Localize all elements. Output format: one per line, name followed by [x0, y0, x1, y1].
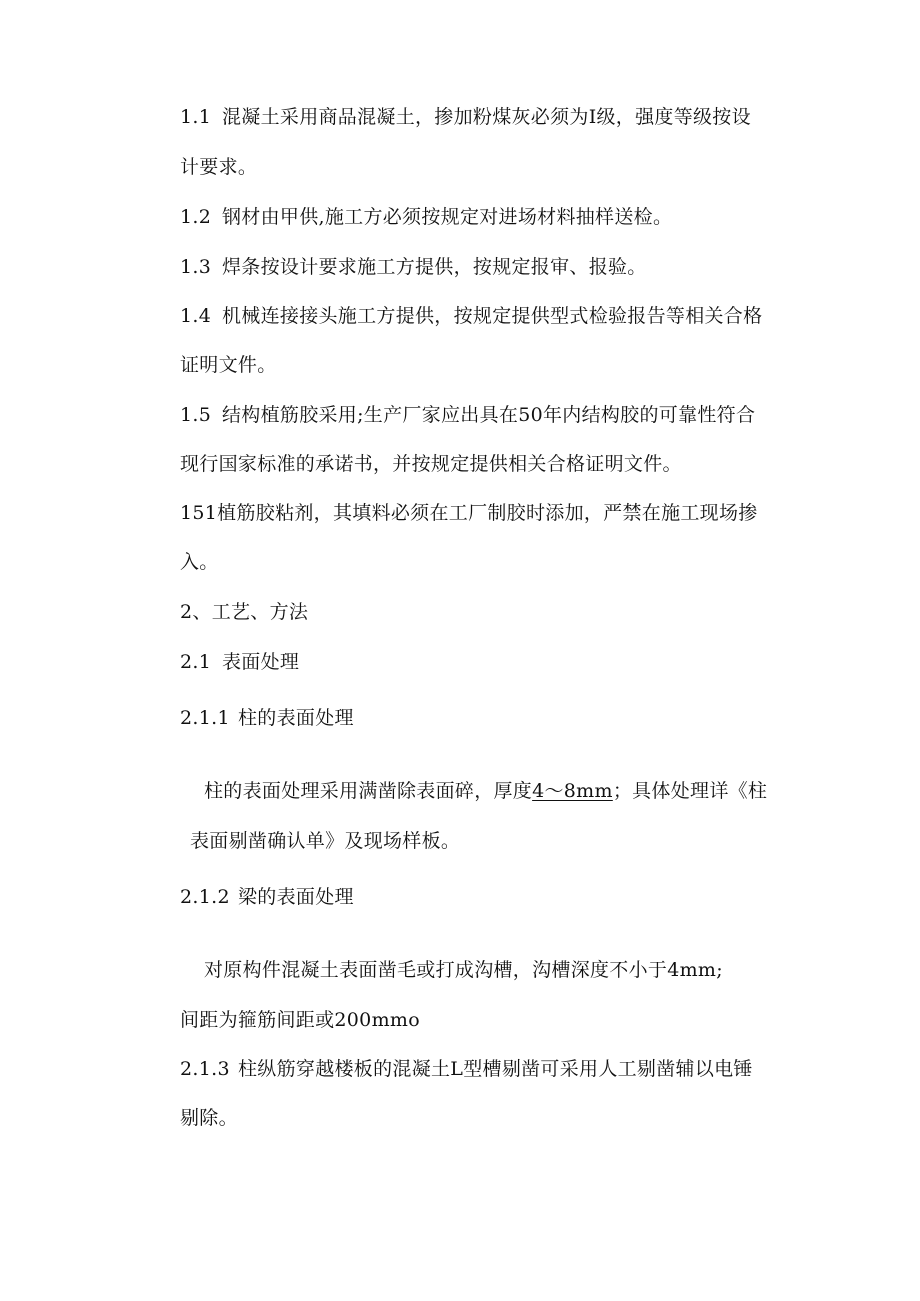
column-treatment-line-2: [190, 829, 460, 853]
clause-2-1-3-line-2: [180, 1106, 238, 1130]
clause-number: 2.1.3: [180, 1058, 230, 1080]
beam-treatment-line-1: [204, 958, 723, 982]
section-2-heading: 2、工艺、方法: [180, 601, 309, 623]
clause-2-1-3-line-1: [180, 1057, 753, 1081]
clause-text: 结构植筋胶采用;生产厂家应出具在50年内结构胶的可靠性符合: [222, 404, 756, 426]
paragraph-text: 柱的表面处理采用满凿除表面碎，厚度: [204, 780, 533, 802]
thickness-range: 4～8mm: [532, 780, 613, 802]
clause-151-line-2: [180, 550, 219, 574]
paragraph-text: 对原构件混凝土表面凿毛或打成沟槽，沟槽深度不小于4mm;: [204, 959, 723, 981]
clause-1-3: [180, 255, 647, 279]
clause-number: 1.2: [180, 206, 212, 228]
paragraph-text: ；具体处理详《柱: [612, 780, 768, 802]
section-2-1-1-heading: [180, 706, 354, 730]
clause-1-4-line-2: [180, 353, 277, 377]
heading-text: 柱的表面处理: [238, 707, 354, 729]
clause-1-5-line-2: [180, 452, 682, 476]
clause-text: 计要求。: [180, 156, 258, 178]
column-treatment-line-1: [204, 779, 767, 803]
clause-text: 柱纵筋穿越楼板的混凝土L型槽剔凿可采用人工剔凿辅以电锤: [238, 1058, 753, 1080]
clause-1-4-line-1: [180, 304, 762, 328]
clause-text: 证明文件。: [180, 354, 277, 376]
clause-text: 机械连接接头施工方提供，按规定提供型式检验报告等相关合格: [222, 305, 763, 327]
clause-text: 钢材由甲供,施工方必须按规定对进场材料抽样送检。: [222, 206, 673, 228]
clause-text: 混凝土采用商品混凝土，掺加粉煤灰必须为I级，强度等级按设: [222, 106, 751, 128]
clause-text: 151植筋胶粘剂，其填料必须在工厂制胶时添加，严禁在施工现场掺: [180, 502, 758, 524]
clause-text: 现行国家标准的承诺书，并按规定提供相关合格证明文件。: [180, 453, 682, 475]
beam-treatment-line-2: [180, 1008, 420, 1032]
paragraph-text: 表面剔凿确认单》及现场样板。: [190, 830, 461, 852]
clause-text: 焊条按设计要求施工方提供，按规定报审、报验。: [222, 256, 647, 278]
clause-number: 1.3: [180, 256, 212, 278]
paragraph-text: 间距为箍筋间距或200mmo: [180, 1009, 420, 1031]
clause-number: 1.1: [180, 106, 212, 128]
clause-number: 2.1.2: [180, 886, 230, 908]
clause-1-1-line-2: [180, 155, 257, 179]
clause-number: 1.5: [180, 404, 212, 426]
clause-number: 2.1.1: [180, 707, 230, 729]
section-2-1-2-heading: [180, 885, 354, 909]
heading-text: 梁的表面处理: [238, 886, 354, 908]
clause-text: 入。: [180, 551, 219, 573]
clause-1-2: [180, 205, 672, 229]
clause-1-1-line-1: [180, 105, 751, 129]
clause-text: 剔除。: [180, 1107, 238, 1129]
clause-number: 1.4: [180, 305, 212, 327]
clause-151-line-1: [180, 501, 758, 525]
section-2-1-heading: [180, 650, 299, 674]
clause-1-5-line-1: [180, 403, 755, 427]
clause-number: 2.1: [180, 651, 212, 673]
heading-text: 表面处理: [222, 651, 300, 673]
